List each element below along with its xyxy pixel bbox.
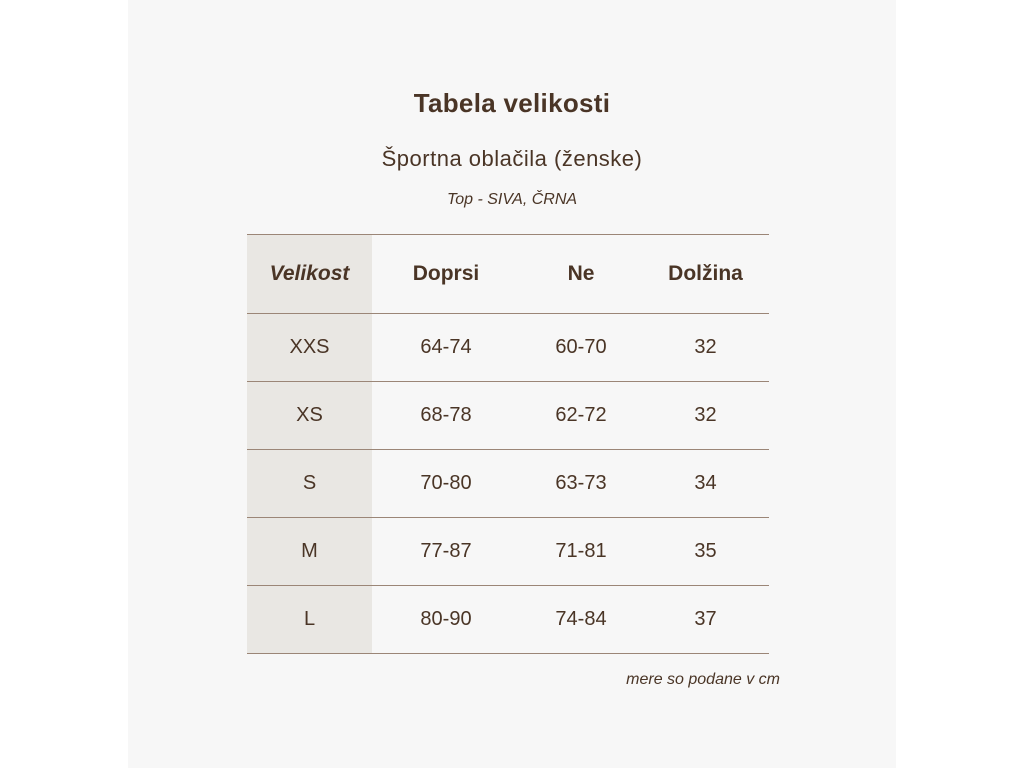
page-title: Tabela velikosti [413, 88, 611, 118]
cell-size: M [247, 518, 372, 586]
cell-length: 34 [642, 450, 769, 518]
table-header-row [247, 235, 769, 314]
table-row [247, 314, 769, 382]
size-table [247, 234, 769, 654]
cell-ne: 63-73 [520, 450, 642, 518]
cell-bust: 68-78 [372, 382, 520, 450]
header-bust: Doprsi [372, 235, 520, 314]
cell-ne: 60-70 [520, 314, 642, 382]
size-chart-card [128, 0, 896, 768]
header-ne: Ne [520, 235, 642, 314]
cell-bust: 80-90 [372, 586, 520, 654]
cell-ne: 62-72 [520, 382, 642, 450]
cell-ne: 71-81 [520, 518, 642, 586]
cell-size: XXS [247, 314, 372, 382]
product-label: Top - SIVA, ČRNA [446, 191, 578, 208]
cell-length: 35 [642, 518, 769, 586]
cell-size: XS [247, 382, 372, 450]
units-note: mere so podane v cm [626, 671, 780, 688]
cell-size: S [247, 450, 372, 518]
table-row [247, 586, 769, 654]
cell-length: 32 [642, 314, 769, 382]
header-size: Velikost [247, 235, 372, 314]
cell-ne: 74-84 [520, 586, 642, 654]
table-row [247, 450, 769, 518]
cell-bust: 64-74 [372, 314, 520, 382]
cell-length: 32 [642, 382, 769, 450]
category-subtitle: Športna oblačila (ženske) [381, 146, 643, 171]
cell-bust: 77-87 [372, 518, 520, 586]
cell-size: L [247, 586, 372, 654]
cell-length: 37 [642, 586, 769, 654]
table-row [247, 518, 769, 586]
table-row [247, 382, 769, 450]
header-length: Dolžina [642, 235, 769, 314]
cell-bust: 70-80 [372, 450, 520, 518]
